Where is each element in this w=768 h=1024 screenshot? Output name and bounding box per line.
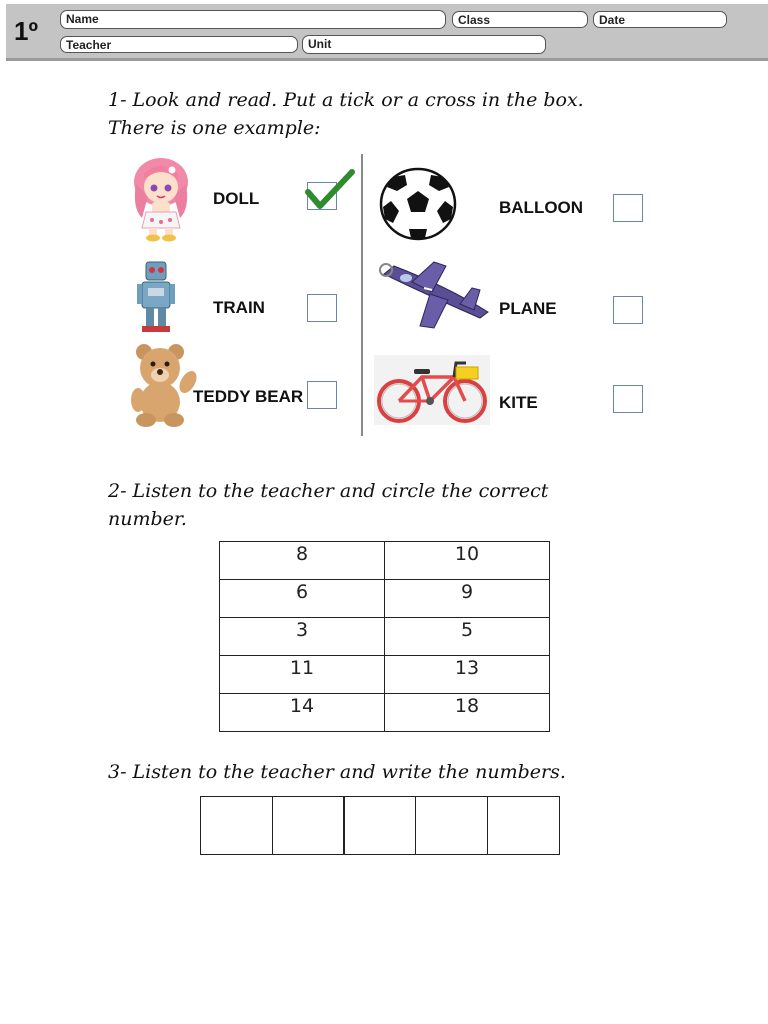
answer-box-balloon[interactable] bbox=[613, 194, 643, 222]
answer-box-teddy-bear[interactable] bbox=[307, 381, 337, 409]
class-field[interactable]: Class bbox=[452, 11, 588, 28]
number-cell[interactable]: 13 bbox=[385, 656, 550, 694]
exercise1-title-line1: 1- Look and read. Put a tick or a cross in the box. bbox=[108, 89, 584, 111]
exercise3-title bbox=[108, 758, 566, 786]
doll-icon bbox=[128, 156, 194, 242]
exercise1-title bbox=[108, 86, 584, 142]
write-box[interactable] bbox=[415, 796, 488, 855]
number-cell[interactable]: 14 bbox=[220, 694, 385, 732]
table-row bbox=[220, 694, 550, 732]
column-divider bbox=[361, 154, 363, 436]
item-label-balloon: BALLOON bbox=[499, 198, 584, 217]
worksheet-header bbox=[6, 4, 768, 61]
write-box[interactable] bbox=[200, 796, 273, 855]
item-label-kite: KITE bbox=[499, 393, 538, 412]
tick-icon bbox=[304, 168, 356, 212]
exercise3-title-text: 3- Listen to the teacher and write the numbers. bbox=[108, 761, 566, 783]
item-label-doll: DOLL bbox=[213, 189, 260, 208]
teacher-field[interactable]: Teacher bbox=[60, 36, 298, 53]
answer-box-plane[interactable] bbox=[613, 296, 643, 324]
number-cell[interactable]: 18 bbox=[385, 694, 550, 732]
soccer-ball-icon bbox=[379, 167, 457, 241]
number-cell[interactable]: 8 bbox=[220, 542, 385, 580]
write-box[interactable] bbox=[272, 796, 345, 855]
write-numbers-boxes bbox=[201, 796, 560, 855]
exercise2-title bbox=[108, 477, 548, 533]
bicycle-icon bbox=[374, 355, 490, 425]
number-cell[interactable]: 6 bbox=[220, 580, 385, 618]
name-field[interactable]: Name bbox=[60, 10, 446, 29]
number-cell[interactable]: 11 bbox=[220, 656, 385, 694]
item-label-teddy-bear: TEDDY BEAR bbox=[193, 387, 304, 406]
plane-icon bbox=[376, 258, 492, 332]
exercise1-title-line2: There is one example: bbox=[108, 117, 321, 139]
write-box[interactable] bbox=[487, 796, 560, 855]
numbers-table bbox=[219, 541, 550, 732]
exercise2-title-line1: 2- Listen to the teacher and circle the correct bbox=[108, 480, 549, 502]
item-label-train: TRAIN bbox=[213, 298, 265, 317]
number-cell[interactable]: 5 bbox=[385, 618, 550, 656]
answer-box-train[interactable] bbox=[307, 294, 337, 322]
unit-field[interactable]: Unit bbox=[302, 35, 546, 54]
write-box[interactable] bbox=[343, 796, 416, 855]
table-row bbox=[220, 580, 550, 618]
grade-label: 1º bbox=[14, 16, 38, 46]
number-cell[interactable]: 10 bbox=[385, 542, 550, 580]
answer-box-kite[interactable] bbox=[613, 385, 643, 413]
table-row bbox=[220, 542, 550, 580]
exercise2-title-line2: number. bbox=[108, 508, 187, 530]
table-row bbox=[220, 618, 550, 656]
item-label-plane: PLANE bbox=[499, 299, 557, 318]
robot-icon bbox=[136, 258, 176, 336]
number-cell[interactable]: 9 bbox=[385, 580, 550, 618]
date-field[interactable]: Date bbox=[593, 11, 727, 28]
teddy-bear-icon bbox=[128, 342, 200, 428]
number-cell[interactable]: 3 bbox=[220, 618, 385, 656]
table-row bbox=[220, 656, 550, 694]
